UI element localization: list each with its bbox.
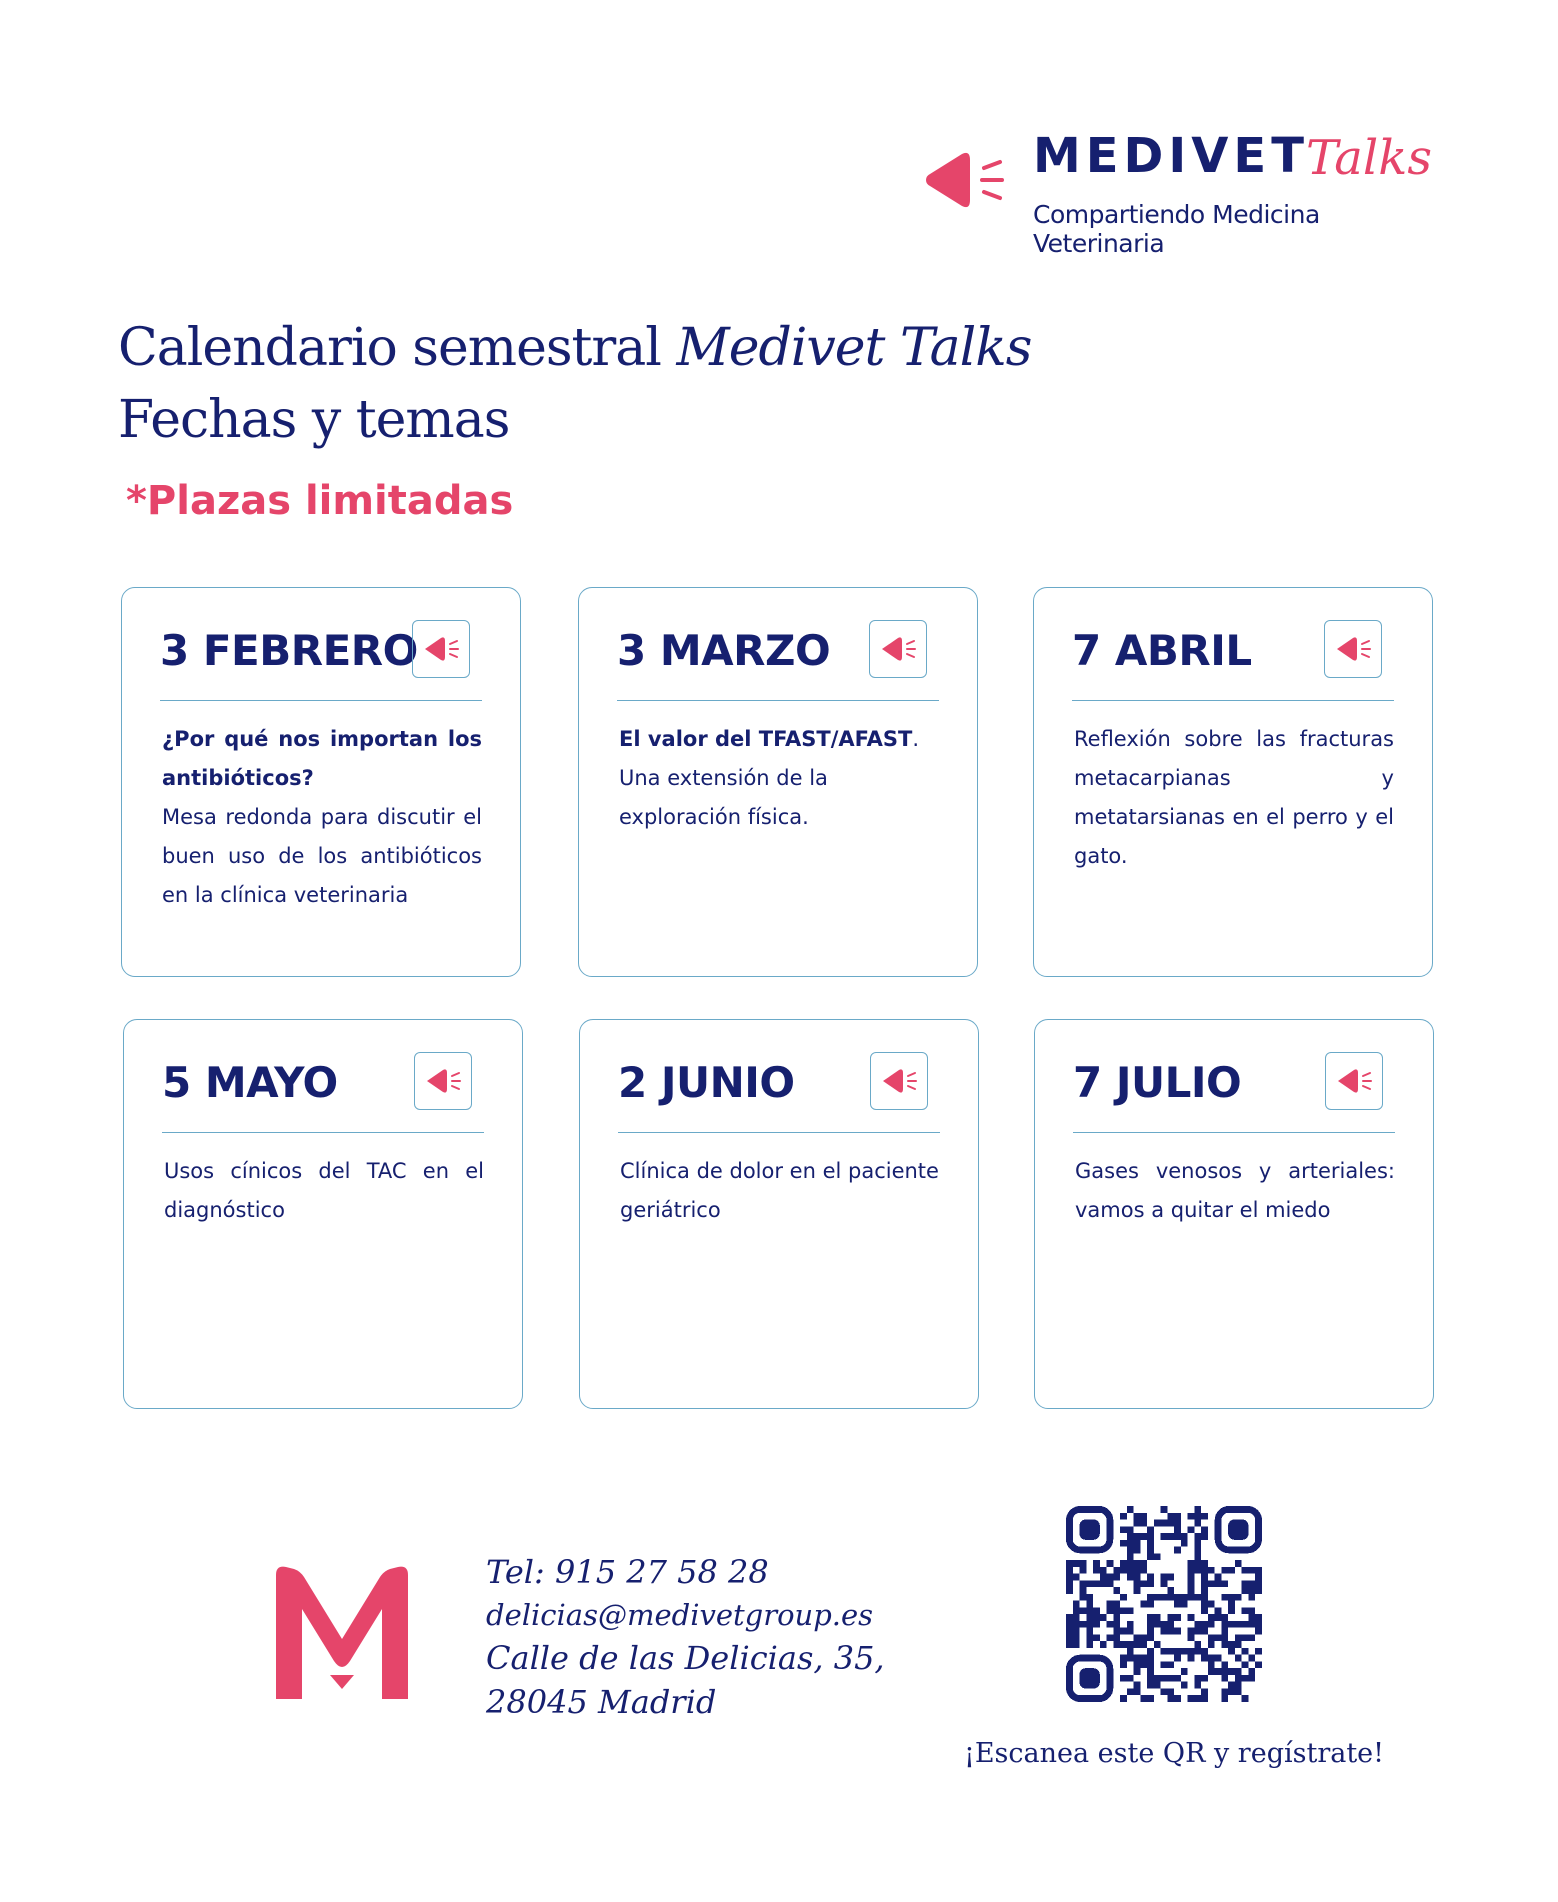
megaphone-icon: [414, 1052, 472, 1110]
megaphone-icon: [412, 620, 470, 678]
megaphone-icon: [869, 620, 927, 678]
event-date: 7 ABRIL: [1072, 626, 1252, 675]
event-description: [1074, 720, 1394, 876]
megaphone-icon: [1325, 1052, 1383, 1110]
event-text: Una extensión de la exploración física.: [619, 766, 828, 829]
qr-caption: ¡Escanea este QR y regístrate!: [964, 1738, 1385, 1769]
event-lead: ¿Por qué nos importan los antibióticos?: [162, 727, 482, 790]
brand-logo: [918, 128, 1438, 258]
event-date: 7 JULIO: [1073, 1058, 1242, 1107]
event-date: 5 MAYO: [162, 1058, 338, 1107]
qr-code-icon[interactable]: [1066, 1506, 1262, 1702]
event-card-february: [121, 587, 521, 977]
brand-tagline: Compartiendo Medicina Veterinaria: [1033, 200, 1320, 258]
brand-name: MEDIVET: [1033, 128, 1309, 184]
event-date: 3 FEBRERO: [160, 626, 418, 675]
megaphone-icon: [870, 1052, 928, 1110]
brand-talks: Talks: [1306, 130, 1432, 186]
contact-address-line1: Calle de las Delicias, 35,: [486, 1639, 885, 1677]
divider: [1073, 1132, 1395, 1133]
divider: [1072, 700, 1394, 701]
title-line2: Fechas y temas: [118, 390, 510, 450]
contact-block: [486, 1550, 885, 1724]
title-line1: Calendario semestral: [118, 318, 677, 378]
event-card-may: [123, 1019, 523, 1409]
event-description: [619, 720, 939, 837]
megaphone-icon: [1324, 620, 1382, 678]
event-lead: El valor del TFAST/AFAST: [619, 727, 913, 751]
megaphone-icon: [918, 140, 1010, 220]
event-text: Mesa redonda para discutir el buen uso de los antibióticos en la clínica veterinaria: [162, 805, 482, 907]
divider: [618, 1132, 940, 1133]
event-description: [162, 720, 482, 915]
title-italic: Medivet Talks: [676, 318, 1032, 378]
event-text: Gases venosos y arteriales: vamos a quitar el miedo: [1075, 1159, 1395, 1222]
divider: [617, 700, 939, 701]
event-text: Usos cínicos del TAC en el diagnóstico: [164, 1159, 484, 1222]
event-description: [620, 1152, 940, 1230]
event-description: [164, 1152, 484, 1230]
event-text: Reflexión sobre las fracturas metacarpianas y metatarsianas en el perro y el gato.: [1074, 727, 1394, 868]
event-card-march: [578, 587, 978, 977]
event-date: 2 JUNIO: [618, 1058, 795, 1107]
contact-address-line2: 28045 Madrid: [486, 1683, 717, 1721]
event-date: 3 MARZO: [617, 626, 831, 675]
page-title: [118, 312, 1031, 456]
contact-phone[interactable]: Tel: 915 27 58 28: [486, 1553, 769, 1591]
divider: [160, 700, 482, 701]
event-card-april: [1033, 587, 1433, 977]
event-card-july: [1034, 1019, 1434, 1409]
event-lead-suffix: .: [912, 727, 920, 751]
event-card-june: [579, 1019, 979, 1409]
limited-notice: *Plazas limitadas: [126, 478, 514, 524]
event-text: Clínica de dolor en el paciente geriátrico: [620, 1159, 939, 1222]
event-description: [1075, 1152, 1395, 1230]
contact-email[interactable]: delicias@medivetgroup.es: [486, 1598, 874, 1632]
divider: [162, 1132, 484, 1133]
medivet-m-logo: [272, 1563, 412, 1703]
